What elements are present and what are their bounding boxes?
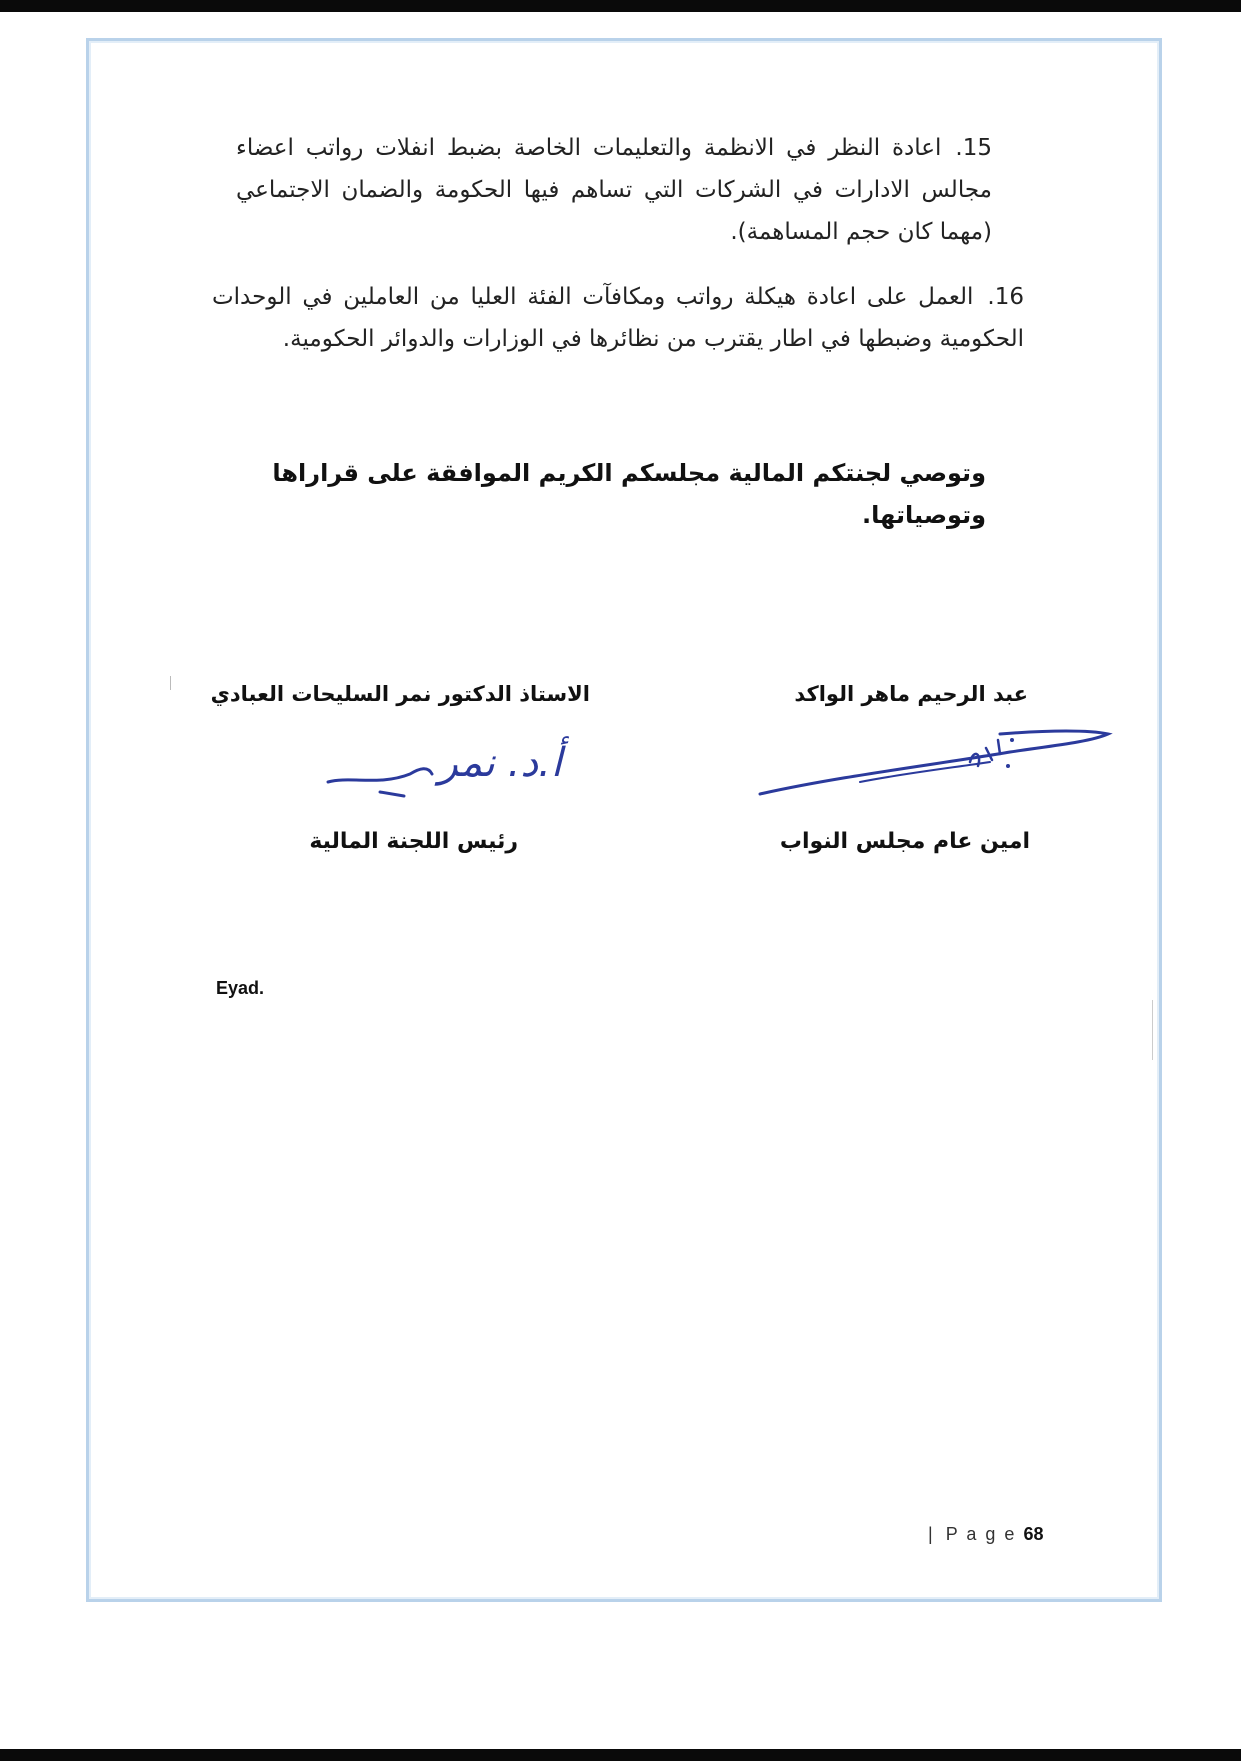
page-label: P a g e: [945, 1524, 1017, 1544]
footer-separator: |: [928, 1524, 935, 1544]
committee-chair-name: الاستاذ الدكتور نمر السليحات العبادي: [210, 682, 590, 706]
scan-artifact: [1152, 1000, 1153, 1060]
page-footer: [928, 1524, 1043, 1545]
page-border: [86, 38, 1162, 1602]
list-item-text: اعادة النظر في الانظمة والتعليمات الخاصة بضبط انفلات رواتب اعضاء مجالس الادارات في الشركات التي تساهم فيها الحكومة والضمان الاجتماعي (مهما كان حجم المساهمة).: [236, 135, 992, 245]
committee-recommendation: وتوصي لجنتكم المالية مجلسكم الكريم الموافقة على قراراها وتوصياتها.: [272, 459, 986, 529]
list-item-text: العمل على اعادة هيكلة رواتب ومكافآت الفئة العليا من العاملين في الوحدات الحكومية وضبطها في اطار يقترب من نظائرها في الوزارات والدوائر الحكومية.: [212, 284, 1024, 352]
secretary-signature: [750, 718, 1116, 804]
chair-signature: [320, 716, 570, 806]
secretary-general-title: امين عام مجلس النواب: [779, 829, 1030, 854]
scan-bottom-edge: [0, 1749, 1241, 1761]
typist-initials: Eyad.: [216, 978, 265, 998]
signature-initials: أ.د. نمر: [438, 740, 562, 786]
list-item-number: 16.: [987, 284, 1024, 310]
page-number: 68: [1023, 1524, 1044, 1544]
scan-artifact: [170, 676, 171, 690]
list-item-number: 15.: [955, 135, 992, 161]
committee-chair-title: رئيس اللجنة المالية: [309, 829, 518, 854]
list-item-16: [212, 276, 1024, 360]
list-item-15: [236, 127, 992, 253]
scan-top-edge: [0, 0, 1241, 12]
secretary-general-name: عبد الرحيم ماهر الواكد: [794, 682, 1028, 706]
